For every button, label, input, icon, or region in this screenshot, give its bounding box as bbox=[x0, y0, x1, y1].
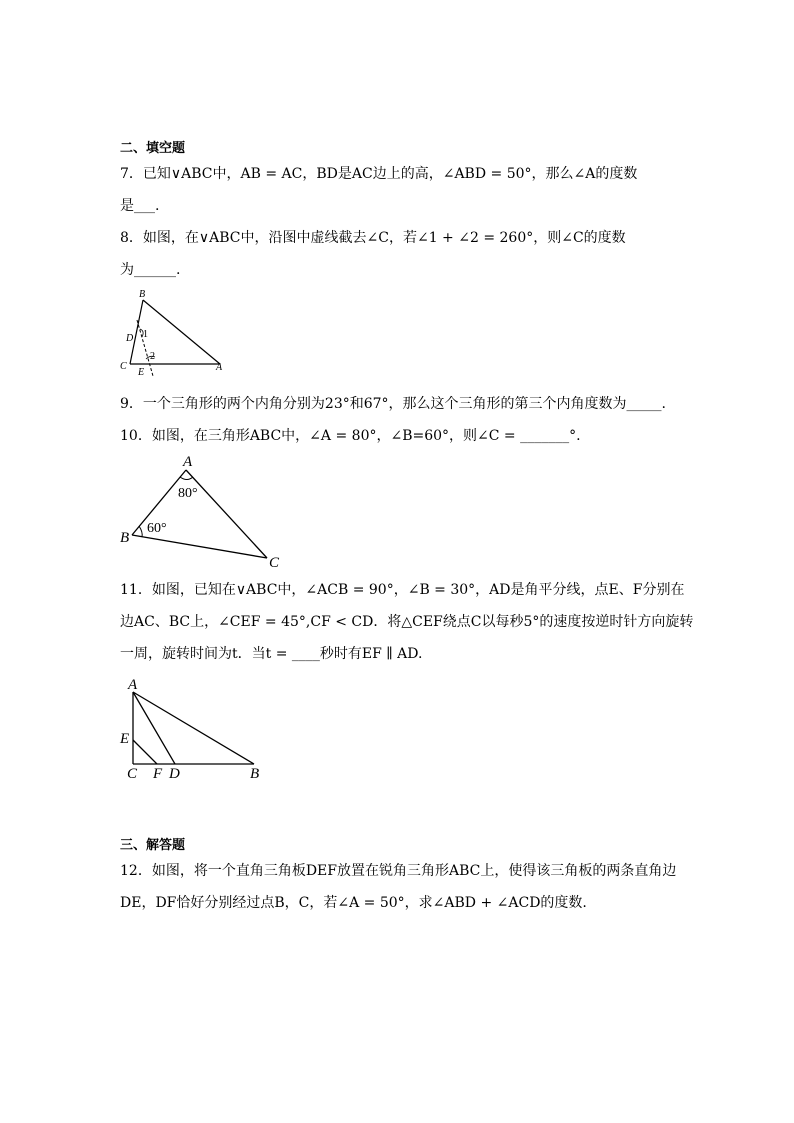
q11-label-d: D bbox=[169, 766, 180, 782]
section-heading-solve: 三、解答题 bbox=[120, 838, 186, 853]
question-9-line-1: 9．一个三角形的两个内角分别为23°和67°，那么这个三角形的第三个内角度数为_____. bbox=[120, 396, 666, 412]
question-10-line-1: 10．如图，在三角形ABC中，∠A = 80°，∠B=60°，则∠C = _______°. bbox=[120, 428, 581, 444]
q8-label-a: A bbox=[216, 362, 223, 373]
question-11-line-3: 一周，旋转时间为t．当t = ____秒时有EF ∥ AD. bbox=[120, 646, 423, 662]
q10-label-a: A bbox=[183, 454, 193, 470]
question-12-line-1: 12．如图，将一个直角三角板DEF放置在锐角三角形ABC上，使得该三角板的两条直角边 bbox=[120, 863, 677, 879]
question-10-figure bbox=[112, 450, 292, 572]
q8-label-2: 2 bbox=[150, 351, 155, 362]
q11-label-c: C bbox=[127, 766, 138, 782]
question-7-line-2: 是___. bbox=[120, 198, 160, 214]
question-8-figure bbox=[110, 284, 240, 380]
q11-label-e: E bbox=[120, 731, 130, 747]
question-7-line-1: 7．已知∨ABC中，AB = AC，BD是AC边上的高，∠ABD = 50°，那么∠A的度数 bbox=[120, 166, 638, 182]
q8-label-1: 1 bbox=[143, 329, 148, 340]
question-11-line-1: 11．如图，已知在∨ABC中，∠ACB = 90°，∠B = 30°，AD是角平分线，点E、F分别在 bbox=[120, 582, 685, 598]
q8-label-d: D bbox=[126, 333, 134, 344]
q10-angle-b: 60° bbox=[147, 521, 167, 536]
question-11-line-2: 边AC、BC上，∠CEF = 45°,CF < CD．将△CEF绕点C以每秒5°的速度按逆时针方向旋转 bbox=[120, 614, 694, 630]
question-11-figure bbox=[112, 672, 272, 786]
q8-label-b: B bbox=[139, 289, 146, 300]
q11-label-a: A bbox=[128, 677, 138, 693]
q11-label-b: B bbox=[250, 766, 260, 782]
q10-angle-a: 80° bbox=[178, 486, 198, 501]
q10-label-b: B bbox=[120, 530, 130, 546]
question-8-line-2: 为______. bbox=[120, 262, 181, 278]
q8-label-e: E bbox=[138, 367, 145, 378]
question-12-line-2: DE，DF恰好分别经过点B，C，若∠A = 50°，求∠ABD + ∠ACD的度数. bbox=[120, 895, 587, 911]
q8-label-c: C bbox=[120, 361, 127, 372]
q11-label-f: F bbox=[153, 766, 163, 782]
question-8-line-1: 8．如图，在∨ABC中，沿图中虚线截去∠C，若∠1 + ∠2 = 260°，则∠C的度数 bbox=[120, 230, 626, 246]
q10-label-c: C bbox=[269, 555, 280, 571]
section-heading-fill-in: 二、填空题 bbox=[120, 141, 186, 156]
